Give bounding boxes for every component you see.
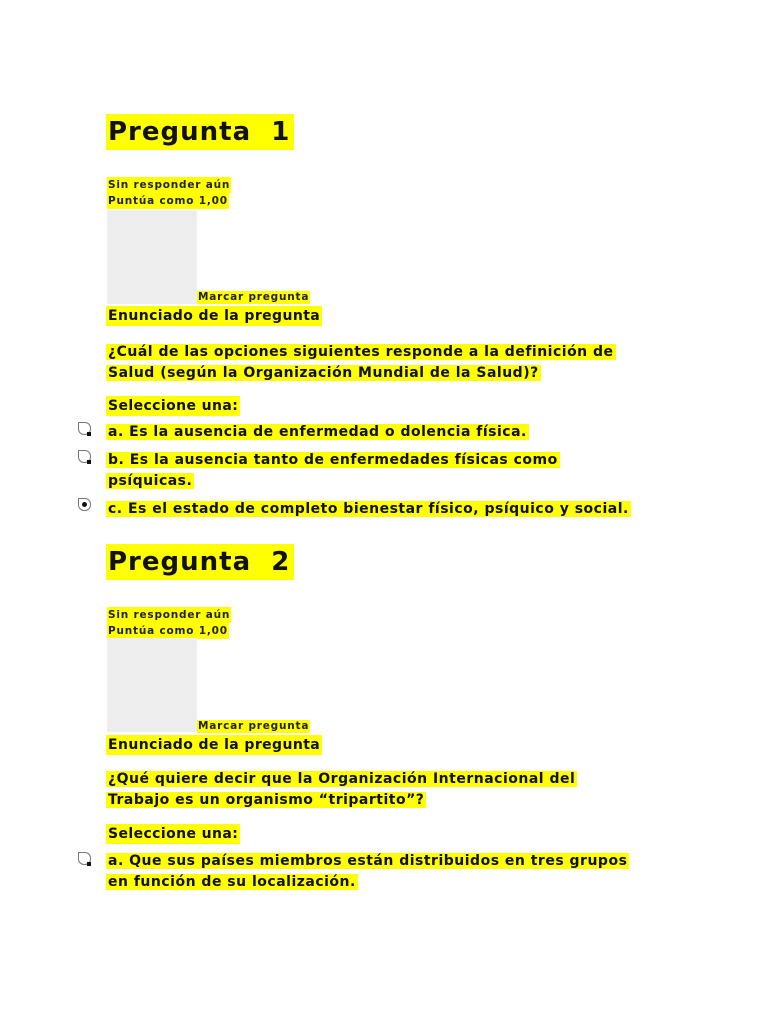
flag-icon-placeholder	[107, 210, 197, 304]
flag-icon-placeholder	[107, 638, 197, 732]
question-grade: Puntúa como 1,00	[108, 195, 228, 207]
question-text-line: ¿Qué quiere decir que la Organización Internacional del	[108, 771, 576, 787]
question-status: Sin responder aún	[108, 609, 231, 621]
radio-tail-icon	[87, 460, 91, 464]
answer-option-line: a. Que sus países miembros están distribuidos en tres grupos	[108, 853, 628, 869]
select-one-label: Seleccione una:	[108, 398, 239, 414]
question-info	[107, 177, 231, 209]
answer-option-text[interactable]	[106, 851, 666, 893]
radio-tail-icon	[87, 862, 91, 866]
question-info	[107, 607, 231, 639]
question-text-line: Trabajo es un organismo “tripartito”?	[108, 792, 425, 808]
radio-tail-icon	[87, 432, 91, 436]
question-title: Pregunta 2	[106, 544, 294, 580]
question-text-line: ¿Cuál de las opciones siguientes responde a la definición de	[108, 344, 614, 360]
answer-option-line: c. Es el estado de completo bienestar físico, psíquico y social.	[108, 501, 629, 517]
answer-option-text[interactable]	[106, 499, 666, 520]
statement-heading: Enunciado de la pregunta	[108, 308, 321, 324]
statement-heading: Enunciado de la pregunta	[108, 737, 321, 753]
radio-button-selected[interactable]	[78, 498, 91, 511]
flag-question-link[interactable]: Marcar pregunta	[198, 291, 310, 303]
select-one-label: Seleccione una:	[108, 826, 239, 842]
question-text	[106, 342, 616, 384]
question-grade: Puntúa como 1,00	[108, 625, 228, 637]
answer-option-line: en función de su localización.	[108, 874, 356, 890]
answer-option-line: a. Es la ausencia de enfermedad o dolencia física.	[108, 424, 527, 440]
question-text-line: Salud (según la Organización Mundial de la Salud)?	[108, 365, 539, 381]
answer-option-text[interactable]	[106, 450, 666, 492]
question-text	[106, 769, 577, 811]
answer-option-line: psíquicas.	[108, 473, 193, 489]
flag-question-link[interactable]: Marcar pregunta	[198, 720, 310, 732]
answer-option-text[interactable]	[106, 422, 666, 443]
answer-option-line: b. Es la ausencia tanto de enfermedades físicas como	[108, 452, 558, 468]
question-title: Pregunta 1	[106, 114, 294, 150]
question-status: Sin responder aún	[108, 179, 231, 191]
